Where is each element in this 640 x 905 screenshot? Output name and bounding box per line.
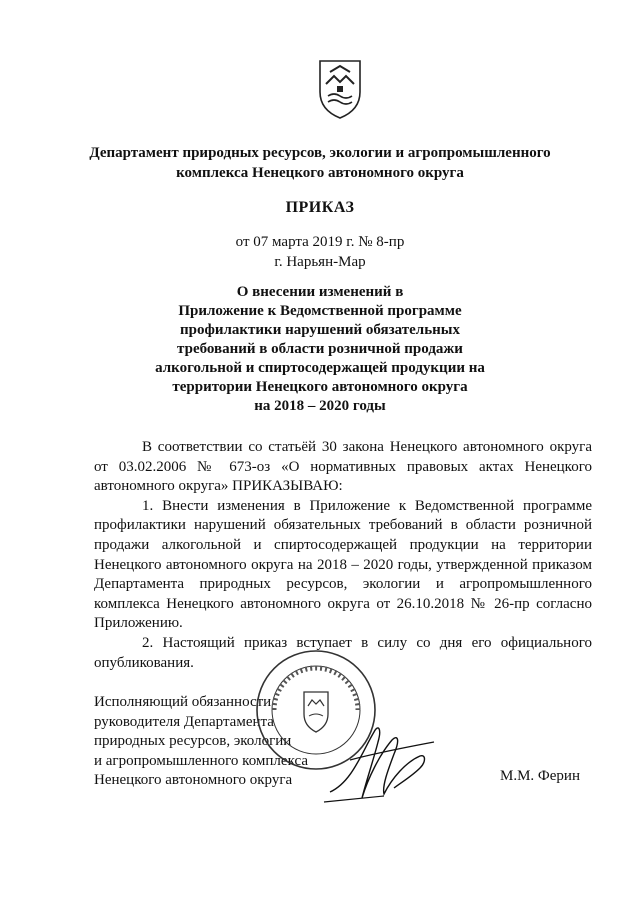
body-item-1: 1. Внести изменения в Приложение к Ведомственной программе профилактики нарушений обязательных требований в области розничной продажи алкогольной и спиртосодержащей продукции на территории Ненецкого автономного округа на 2018 – 2020 годы, утвержденной приказом Департамента природных ресурсов, экологии и агропромышленного комплекса Ненецкого автономного округа от 26.10.2018 № 26-пр согласно Приложению. (94, 497, 592, 632)
order-city: г. Нарьян-Мар (274, 254, 366, 270)
signatory-role-line: и агропромышленного комплекса (94, 752, 308, 769)
order-title: ПРИКАЗ (285, 199, 355, 216)
department-name (0, 143, 640, 183)
department-line-1: Департамент природных ресурсов, экологии и агропромышленного (89, 145, 551, 161)
subject-line: алкогольной и спиртосодержащей продукции на (155, 360, 485, 376)
signatory-role-line: Исполняющий обязанности (94, 694, 272, 710)
signatory-role-line: руководителя Департамента (94, 713, 274, 730)
order-subject (0, 283, 640, 416)
signatory-role-line: природных ресурсов, экологии (94, 733, 292, 750)
order-date-number: от 07 марта 2019 г. № 8-пр (235, 234, 405, 250)
handwritten-signature-icon (322, 712, 452, 812)
subject-line: территории Ненецкого автономного округа (172, 379, 468, 395)
order-date-block (0, 232, 640, 272)
subject-line: на 2018 – 2020 годы (254, 398, 386, 414)
subject-line: требований в области розничной продажи (177, 341, 463, 357)
body-item-2: 2. Настоящий приказ вступает в силу со дня его официального опубликования. (94, 634, 592, 671)
order-body (94, 438, 592, 673)
department-line-2: комплекса Ненецкого автономного округа (176, 165, 464, 181)
signatory-name: М.М. Ферин (500, 768, 580, 784)
coat-of-arms-icon (316, 58, 364, 120)
signatory-role-line: Ненецкого автономного округа (94, 772, 293, 789)
subject-line: профилактики нарушений обязательных (179, 322, 460, 338)
subject-line: Приложение к Ведомственной программе (178, 303, 462, 319)
body-intro: В соответствии со статьёй 30 закона Ненецкого автономного округа от 03.02.2006 № 673-оз «О нормативных правовых актах Ненецкого автономного округа» ПРИКАЗЫВАЮ: (94, 439, 592, 495)
subject-line: О внесении изменений в (236, 284, 404, 300)
